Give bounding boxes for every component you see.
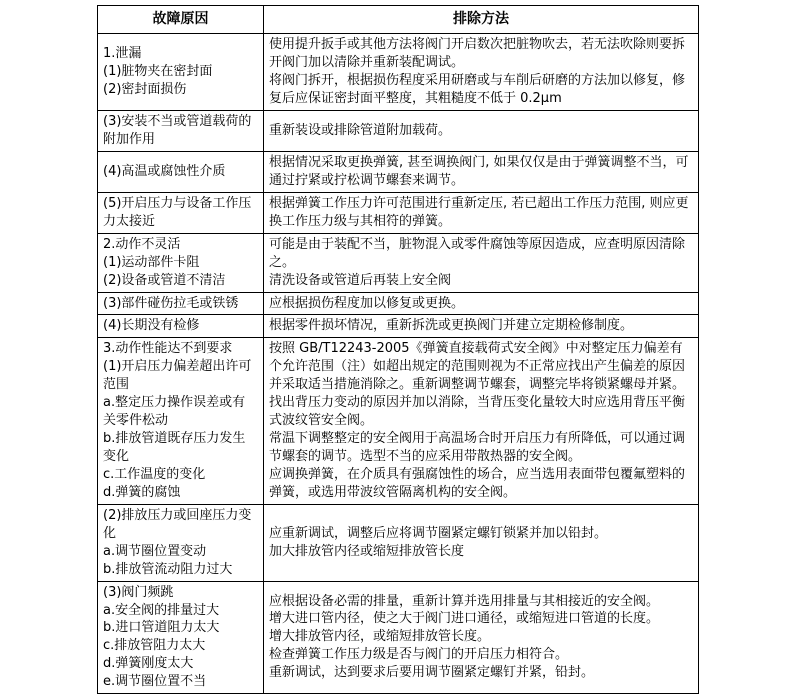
cause-line: b.排放管道既存压力发生变化 [103, 431, 246, 464]
remedy-line: 增大排放管内径，或缩短排放管长度。 [269, 629, 491, 645]
cause-cell [98, 34, 264, 111]
cause-line: a.调节圈位置变动 [103, 543, 207, 559]
cause-line: a.安全阀的排量过大 [103, 602, 220, 618]
cause-line: a.整定压力操作误差或有关零件松动 [103, 395, 246, 429]
remedy-line: 按照 GB/T12243-2005《弹簧直接载荷式安全阀》中对整定压力偏差有个允许范围（注）如超出规定的范围则视为不正常应找出产生偏差的原因并采取适当措施消除之。重新调整调节螺套，调整完毕将锁紧螺母并紧。 [269, 341, 686, 393]
cause-line: (4)长期没有检修 [103, 318, 200, 334]
remedy-line: 应根据损伤程度加以修复或更换。 [269, 295, 465, 311]
fault-remedy-table [97, 5, 699, 694]
cause-line: (2)设备或管道不清洁 [103, 272, 226, 288]
remedy-line: 重新装设或排除管道附加载荷。 [269, 123, 452, 139]
cause-line: c.排放管阻力太大 [103, 638, 206, 654]
cause-line: (2)排放压力或回座压力变化 [103, 507, 252, 541]
cause-line: (1)开启压力偏差超出许可范围 [103, 359, 252, 393]
table-row [98, 233, 699, 292]
remedy-line: 重新调试，达到要求后要用调节圈紧定螺钉并紧，铅封。 [269, 665, 595, 681]
cause-line: b.进口管道阻力太大 [103, 620, 220, 636]
remedy-cell [264, 111, 699, 152]
cause-line: (1)运动部件卡阻 [103, 254, 200, 270]
remedy-line: 常温下调整整定的安全阀用于高温场合时开启压力有所降低，可以通过调节螺套的调节。选型不当的应采用带散热器的安全阀。 [269, 431, 686, 464]
cause-line: b.排放管流动阻力过大 [103, 561, 233, 577]
remedy-line: 应调换弹簧，在介质具有强腐蚀性的场合，应当选用表面带包覆氟塑料的弹簧，或选用带波纹管隔离机构的安全阀。 [269, 466, 686, 500]
cause-line: (4)高温或腐蚀性介质 [103, 163, 226, 179]
remedy-line: 应根据设备必需的排量，重新计算并选用排量与其相接近的安全阀。 [269, 593, 660, 609]
header-row [98, 6, 699, 34]
cause-line: (3)安装不当或管道载荷的附加作用 [103, 114, 252, 147]
cause-cell [98, 315, 264, 338]
table-header [98, 6, 699, 34]
remedy-cell [264, 34, 699, 111]
cause-cell [98, 504, 264, 581]
table-row [98, 292, 699, 315]
remedy-line: 根据弹簧工作压力许可范围进行重新定压, 若已超出工作压力范围, 则应更换工作压力级与其相符的弹簧。 [269, 195, 689, 229]
remedy-cell [264, 338, 699, 504]
table-row [98, 111, 699, 152]
remedy-line: 根据情况采取更换弹簧, 甚至调换阀门, 如果仅仅是由于弹簧调整不当，可通过拧紧或拧松调节螺套来调节。 [269, 154, 689, 188]
cause-cell [98, 111, 264, 152]
remedy-cell [264, 192, 699, 233]
remedy-cell [264, 292, 699, 315]
remedy-line: 应重新调试，调整后应将调节圈紧定螺钉锁紧并加以铅封。 [269, 525, 608, 541]
cause-cell [98, 292, 264, 315]
remedy-line: 可能是由于装配不当，脏物混入或零件腐蚀等原因造成，应查明原因清除之。 [269, 236, 686, 270]
remedy-line: 清洗设备或管道后再装上安全阀 [269, 272, 452, 288]
remedy-line: 加大排放管内径或缩短排放管长度 [269, 543, 465, 559]
cause-line: (5)开启压力与设备工作压力太接近 [103, 195, 252, 229]
remedy-line: 增大进口管内径，使之大于阀门进口通径，或缩短进口管道的长度。 [269, 611, 660, 627]
cause-line: d.弹簧刚度太大 [103, 656, 194, 672]
table-row [98, 192, 699, 233]
remedy-line: 使用提升扳手或其他方法将阀门开启数次把脏物吹去，若无法吹除则要拆开阀门加以清除并重新装配调试。 [269, 37, 686, 71]
cause-cell [98, 581, 264, 694]
table-row [98, 34, 699, 111]
cause-line: e.调节圈位置不当 [103, 674, 207, 690]
remedy-line: 找出背压力变动的原因并加以消除，当背压变化量较大时应选用背压平衡式波纹管安全阀。 [269, 395, 686, 429]
cause-line: (2)密封面损伤 [103, 82, 187, 98]
cause-line: (1)脏物夹在密封面 [103, 64, 213, 80]
cause-line: 2.动作不灵活 [103, 236, 181, 252]
cause-cell [98, 338, 264, 504]
remedy-line: 将阀门拆开，根据损伤程度采用研磨或与车削后研磨的方法加以修复，修复后应保证密封面平整度，其粗糙度不低于 0.2μm [269, 73, 686, 107]
remedy-line: 检查弹簧工作压力级是否与阀门的开启压力相符合。 [269, 647, 569, 663]
column-header-cause: 故障原因 [98, 6, 264, 34]
remedy-cell [264, 151, 699, 192]
remedy-cell [264, 315, 699, 338]
table-body [98, 34, 699, 694]
cause-line: c.工作温度的变化 [103, 466, 206, 482]
cause-line: 3.动作性能达不到要求 [103, 341, 233, 357]
remedy-cell [264, 581, 699, 694]
table-row [98, 315, 699, 338]
table-row [98, 151, 699, 192]
cause-line: (3)阀门频跳 [103, 584, 174, 600]
cause-cell [98, 151, 264, 192]
column-header-remedy: 排除方法 [264, 6, 699, 34]
cause-line: d.弹簧的腐蚀 [103, 484, 181, 500]
cause-cell [98, 192, 264, 233]
table-row [98, 504, 699, 581]
table-row [98, 581, 699, 694]
remedy-cell [264, 504, 699, 581]
table-row [98, 338, 699, 504]
remedy-line: 根据零件损坏情况，重新拆洗或更换阀门并建立定期检修制度。 [269, 318, 634, 334]
cause-cell [98, 233, 264, 292]
cause-line: (3)部件碰伤拉毛或铁锈 [103, 295, 239, 311]
remedy-cell [264, 233, 699, 292]
cause-line: 1.泄漏 [103, 46, 142, 62]
